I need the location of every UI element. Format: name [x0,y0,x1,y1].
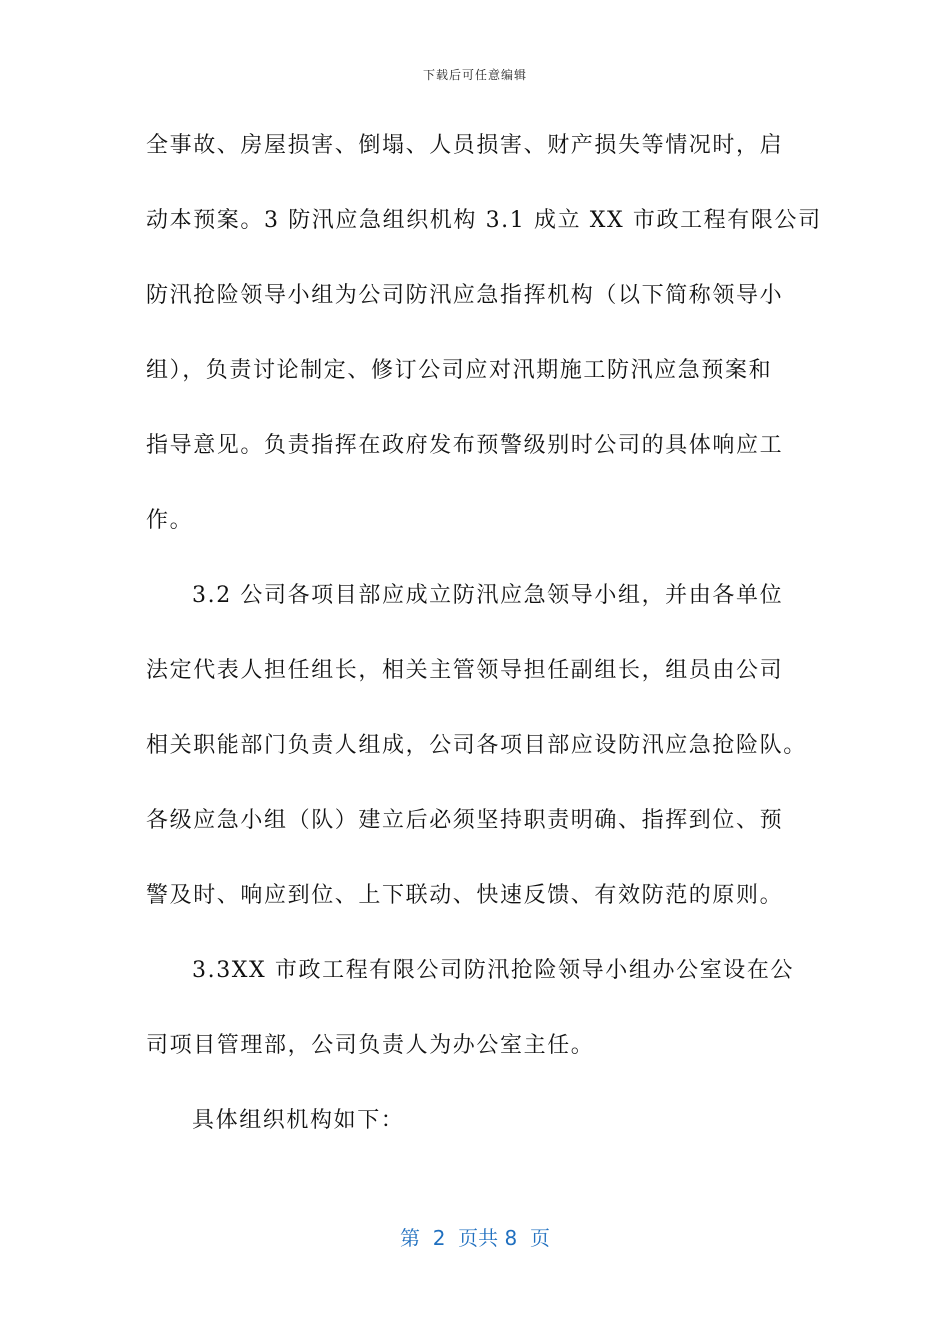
text-line: 防汛抢险领导小组为公司防汛应急指挥机构（以下简称领导小 [146,283,784,308]
text-line: 各级应急小组（队）建立后必须坚持职责明确、指挥到位、预 [146,808,784,833]
text-line: 全事故、房屋损害、倒塌、人员损害、财产损失等情况时，启 [146,133,784,158]
text-line: 相关职能部门负责人组成，公司各项目部应设防汛应急抢险队。 [146,733,807,758]
text-line: 动本预案。3 防汛应急组织机构 3.1 成立 XX 市政工程有限公司 [146,208,822,233]
text-line: 组），负责讨论制定、修订公司应对汛期施工防汛应急预案和 [146,358,773,383]
paragraph-start-line: 3.3XX 市政工程有限公司防汛抢险领导小组办公室设在公 [192,958,795,983]
paragraph-start-line: 具体组织机构如下： [192,1108,405,1133]
text-line: 警及时、响应到位、上下联动、快速反馈、有效防范的原则。 [146,883,784,908]
paragraph-start-line: 3.2 公司各项目部应成立防汛应急领导小组，并由各单位 [192,583,784,608]
text-line: 指导意见。负责指挥在政府发布预警级别时公司的具体响应工 [146,433,784,458]
text-line: 法定代表人担任组长，相关主管领导担任副组长，组员由公司 [146,658,784,683]
page-number-footer: 第 2 页共 8 页 [400,1226,550,1250]
document-body [146,118,822,1168]
text-line: 作。 [146,508,194,533]
text-line: 司项目管理部，公司负责人为办公室主任。 [146,1033,595,1058]
page-header: 下载后可任意编辑 [422,68,527,82]
